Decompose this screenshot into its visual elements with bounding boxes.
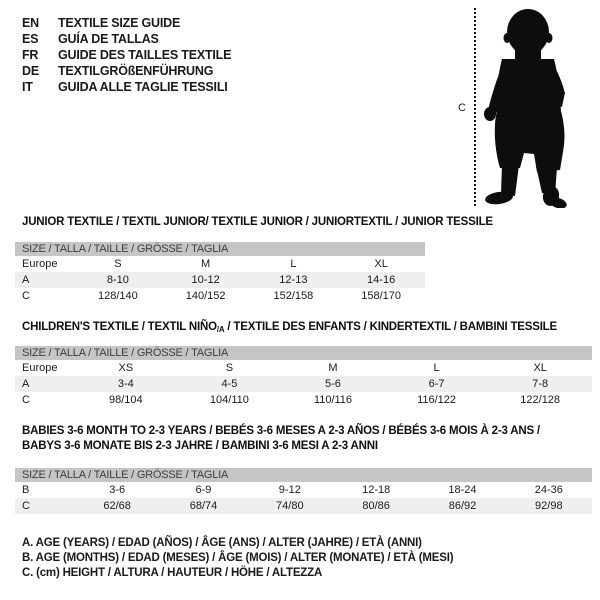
table-cell: 80/86: [362, 500, 390, 512]
table-cell: 14-16: [367, 274, 396, 286]
language-row: [22, 31, 231, 47]
children-title-post: / TEXTILE DES ENFANTS / KINDERTEXTIL / BAMBINI TESSILE: [224, 321, 557, 333]
header-cell: XL: [533, 362, 547, 374]
header-cell: Europe: [22, 362, 58, 374]
babies-section-title: [22, 424, 540, 454]
language-row: [22, 47, 231, 63]
size-header-bar: SIZE / TALLA / TAILLE / GRÖSSE / TAGLIA: [15, 346, 592, 360]
table-cell: 18-24: [448, 484, 477, 496]
language-title: GUIDA ALLE TAGLIE TESSILI: [58, 80, 228, 94]
header-cell: L: [290, 258, 297, 270]
table-cell: 6-7: [428, 378, 445, 390]
table-cell: 8-10: [106, 274, 129, 286]
baby-silhouette-icon: [478, 4, 578, 208]
footnote-a: A. AGE (YEARS) / EDAD (AÑOS) / ÂGE (ANS) / ALTER (JAHRE) / ETÀ (ANNI): [22, 537, 422, 549]
table-cell: 12-18: [362, 484, 391, 496]
junior-section-title: JUNIOR TEXTILE / TEXTIL JUNIOR/ TEXTILE JUNIOR / JUNIORTEXTIL / JUNIOR TESSILE: [22, 216, 493, 228]
table-cell: 4-5: [221, 378, 238, 390]
table-cell: 122/128: [520, 394, 561, 406]
table-cell: 110/116: [313, 394, 353, 406]
language-code: FR: [22, 48, 39, 62]
language-title: TEXTILGRÖßENFÜHRUNG: [58, 64, 214, 78]
table-cell: 12-13: [279, 274, 308, 286]
baby-figure: [456, 0, 600, 212]
size-header-bar: SIZE / TALLA / TAILLE / GRÖSSE / TAGLIA: [15, 468, 592, 482]
row-label: C: [22, 394, 30, 406]
table-cell: 128/140: [97, 290, 138, 302]
children-title-pre: CHILDREN'S TEXTILE / TEXTIL NIÑO: [22, 321, 217, 333]
table-cell: 5-6: [325, 378, 341, 390]
header-cell: M: [328, 362, 338, 374]
language-row: [22, 15, 231, 31]
table-row: [15, 498, 592, 514]
junior-size-table: [15, 242, 425, 304]
children-size-table: [15, 346, 592, 408]
table-header-row: [15, 360, 592, 376]
table-cell: 140/152: [185, 290, 226, 302]
table-cell: 24-36: [534, 484, 563, 496]
table-cell: 152/158: [273, 290, 314, 302]
table-row: [15, 272, 425, 288]
table-cell: 158/170: [361, 290, 401, 302]
table-cell: 9-12: [278, 484, 301, 496]
children-section-title: [22, 320, 557, 337]
row-label: C: [22, 500, 30, 512]
language-code: DE: [22, 64, 39, 78]
table-cell: 104/110: [209, 394, 249, 406]
table-cell: 10-12: [191, 274, 220, 286]
row-label: A: [22, 378, 30, 390]
children-title-subscript: /A: [216, 325, 225, 334]
table-row: [15, 288, 425, 304]
table-cell: 6-9: [195, 484, 212, 496]
language-code: EN: [22, 16, 39, 30]
header-cell: L: [433, 362, 440, 374]
table-cell: 3-6: [109, 484, 126, 496]
header-cell: XL: [374, 258, 388, 270]
table-cell: 7-8: [532, 378, 549, 390]
height-dotted-line: [474, 8, 476, 206]
babies-title-line1: BABIES 3-6 MONTH TO 2-3 YEARS / BEBÉS 3-6 MESES A 2-3 AÑOS / BÉBÉS 3-6 MOIS À 2-3 ANS /: [22, 425, 540, 437]
language-title: GUIDE DES TAILLES TEXTILE: [58, 48, 232, 62]
babies-size-table: [15, 468, 592, 514]
row-label: A: [22, 274, 30, 286]
language-code: IT: [22, 80, 33, 94]
language-title: GUÍA DE TALLAS: [58, 32, 159, 46]
table-cell: 62/68: [103, 500, 131, 512]
header-cell: XS: [118, 362, 134, 374]
header-cell: S: [225, 362, 234, 374]
footnote-c: C. (cm) HEIGHT / ALTURA / HAUTEUR / HÖHE / ALTEZZA: [22, 567, 323, 579]
size-header-bar: SIZE / TALLA / TAILLE / GRÖSSE / TAGLIA: [15, 242, 425, 256]
babies-title-line2: BABYS 3-6 MONATE BIS 2-3 JAHRE / BAMBINI 3-6 MESI A 2-3 ANNI: [22, 440, 378, 452]
table-cell: 98/104: [108, 394, 143, 406]
table-row: [15, 376, 592, 392]
table-cell: 74/80: [276, 500, 304, 512]
language-row: [22, 63, 231, 79]
table-cell: 3-4: [117, 378, 134, 390]
table-cell: 86/92: [448, 500, 477, 512]
header-cell: Europe: [22, 258, 58, 270]
footnote-b: B. AGE (MONTHS) / EDAD (MESES) / ÂGE (MOIS) / ALTER (MONATE) / ETÀ (MESI): [22, 552, 454, 564]
language-list: [22, 15, 231, 95]
table-cell: 116/122: [417, 394, 457, 406]
table-row: [15, 392, 592, 408]
header-cell: S: [114, 258, 122, 270]
table-cell: 68/74: [189, 500, 218, 512]
language-title: TEXTILE SIZE GUIDE: [58, 16, 181, 30]
language-row: [22, 79, 231, 95]
footnotes: [22, 536, 453, 581]
table-row: [15, 482, 592, 498]
table-header-row: [15, 256, 425, 272]
row-label: C: [22, 290, 30, 302]
table-cell: 92/98: [535, 500, 563, 512]
height-measure-label: C: [458, 102, 466, 114]
header-cell: M: [201, 258, 211, 270]
language-code: ES: [22, 32, 39, 46]
row-label: B: [22, 484, 30, 496]
